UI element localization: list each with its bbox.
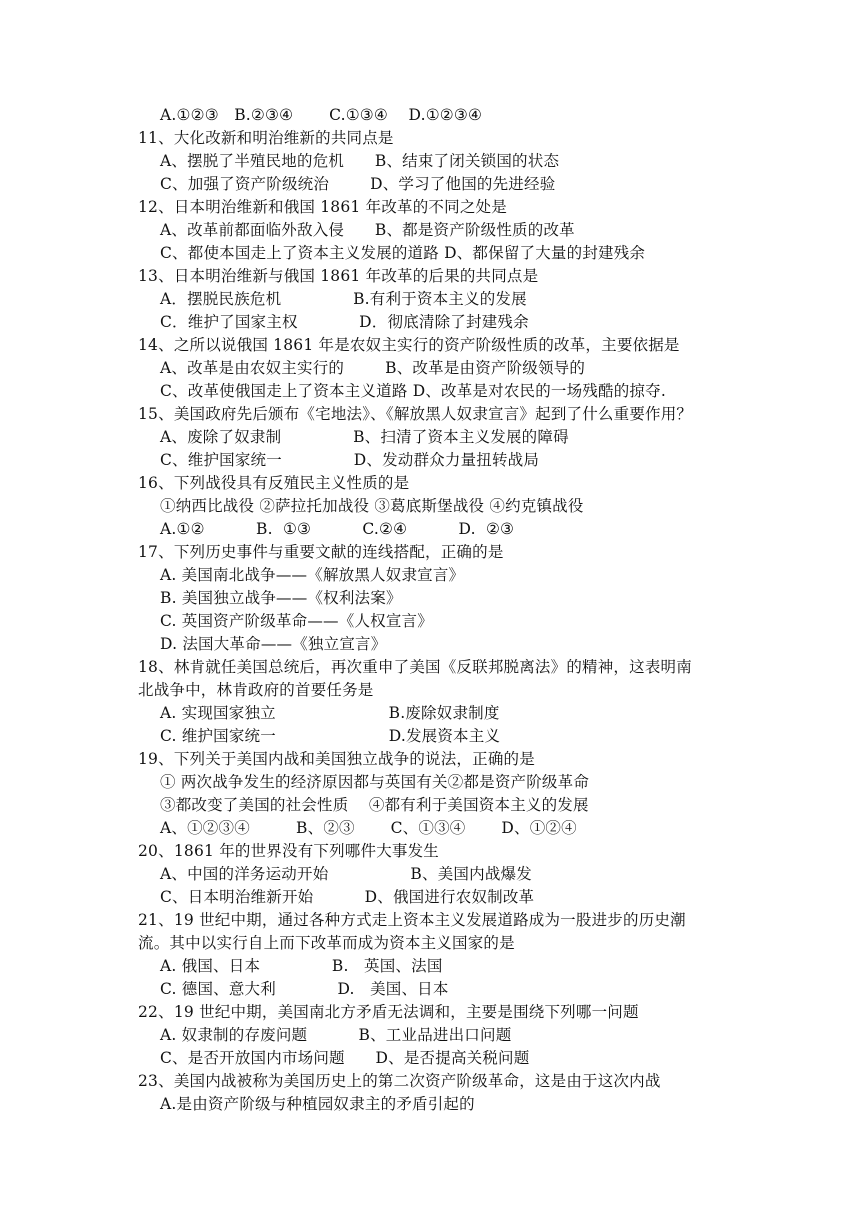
options-line: C、维护国家统一 D、发动群众力量扭转战局 xyxy=(160,451,540,469)
options-line: A. 奴隶制的存废问题 B、工业品进出口问题 xyxy=(160,1026,512,1044)
question-22: 22、19 世纪中期，美国南北方矛盾无法调和，主要是围绕下列哪一问题 xyxy=(138,1003,639,1021)
options-line: A、改革前都面临外敌入侵 B、都是资产阶级性质的改革 xyxy=(160,221,575,239)
options-line: A、①②③④ B、②③ C、①③④ D、①②④ xyxy=(160,819,577,837)
question-20: 20、1861 年的世界没有下列哪件大事发生 xyxy=(138,842,439,860)
statement-line: ① 两次战争发生的经济原因都与英国有关②都是资产阶级革命 xyxy=(160,773,590,791)
options-line: A、中国的洋务运动开始 B、美国内战爆发 xyxy=(160,865,532,883)
options-line: A.①② B. ①③ C.②④ D. ②③ xyxy=(160,520,515,538)
option-a: A.是由资产阶级与种植园奴隶主的矛盾引起的 xyxy=(160,1095,475,1113)
options-line: C、是否开放国内市场问题 D、是否提高关税问题 xyxy=(160,1049,530,1067)
options-line: C、日本明治维新开始 D、俄国进行农奴制改革 xyxy=(160,888,535,906)
question-23: 23、美国内战被称为美国历史上的第二次资产阶级革命，这是由于这次内战 xyxy=(138,1072,661,1090)
question-18: 18、林肯就任美国总统后，再次重申了美国《反联邦脱离法》的精神，这表明南 xyxy=(138,658,692,676)
options-line: A、废除了奴隶制 B、扫清了资本主义发展的障碍 xyxy=(160,428,569,446)
options-line: A. 实现国家独立 B.废除奴隶制度 xyxy=(160,704,500,722)
options-line: A. 俄国、日本 B. 英国、法国 xyxy=(160,957,443,975)
statement-line: ①纳西比战役 ②萨拉托加战役 ③葛底斯堡战役 ④约克镇战役 xyxy=(160,497,584,515)
options-line: A．摆脱民族危机 B.有利于资本主义的发展 xyxy=(160,290,527,308)
options-line: C. 维护国家统一 D.发展资本主义 xyxy=(160,727,501,745)
question-15: 15、美国政府先后颁布《宅地法》、《解放黑人奴隶宣言》起到了什么重要作用？ xyxy=(138,405,693,423)
question-11: 11、大化改新和明治维新的共同点是 xyxy=(138,129,394,147)
options-line: C、加强了资产阶级统治 D、学习了他国的先进经验 xyxy=(160,175,556,193)
option-c: C. 英国资产阶级革命——《人权宣言》 xyxy=(160,612,433,630)
options-line: C. 德国、意大利 D. 美国、日本 xyxy=(160,980,449,998)
statement-line: ③都改变了美国的社会性质 ④都有利于美国资本主义的发展 xyxy=(160,796,589,814)
question-14: 14、之所以说俄国 1861 年是农奴主实行的资产阶级性质的改革，主要依据是 xyxy=(138,336,680,354)
options-line: C．维护了国家主权 D．彻底清除了封建残余 xyxy=(160,313,529,331)
options-line: A、摆脱了半殖民地的危机 B、结束了闭关锁国的状态 xyxy=(160,152,560,170)
option-b: B. 美国独立战争——《权利法案》 xyxy=(160,589,402,607)
options-line: A.①②③ B.②③④ C.①③④ D.①②③④ xyxy=(160,106,483,124)
question-17: 17、下列历史事件与重要文献的连线搭配，正确的是 xyxy=(138,543,504,561)
question-21: 21、19 世纪中期，通过各种方式走上资本主义发展道路成为一股进步的历史潮 xyxy=(138,911,686,929)
question-21-continued: 流。其中以实行自上而下改革而成为资本主义国家的是 xyxy=(138,934,515,952)
option-a: A. 美国南北战争——《解放黑人奴隶宣言》 xyxy=(160,566,465,584)
options-line: C、改革使俄国走上了资本主义道路 D、改革是对农民的一场残酷的掠夺. xyxy=(160,382,666,400)
question-16: 16、下列战役具有反殖民主义性质的是 xyxy=(138,474,410,492)
question-18-continued: 北战争中，林肯政府的首要任务是 xyxy=(138,681,374,699)
options-line: A、改革是由农奴主实行的 B、改革是由资产阶级领导的 xyxy=(160,359,586,377)
options-line: C、都使本国走上了资本主义发展的道路 D、都保留了大量的封建残余 xyxy=(160,244,646,262)
question-12: 12、日本明治维新和俄国 1861 年改革的不同之处是 xyxy=(138,198,507,216)
question-19: 19、下列关于美国内战和美国独立战争的说法，正确的是 xyxy=(138,750,535,768)
question-13: 13、日本明治维新与俄国 1861 年改革的后果的共同点是 xyxy=(138,267,539,285)
option-d: D. 法国大革命——《独立宣言》 xyxy=(160,635,387,653)
